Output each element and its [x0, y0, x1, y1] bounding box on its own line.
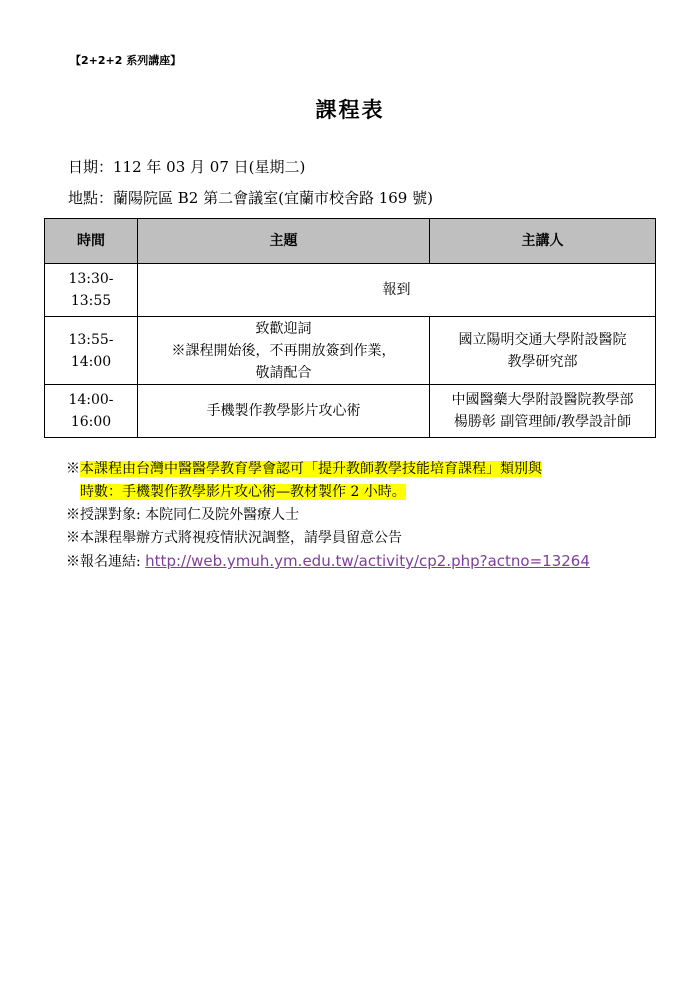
- header-time: 時間: [45, 219, 138, 264]
- topic-cell: 手機製作教學影片攻心術: [138, 385, 430, 438]
- accreditation-note-continued: [66, 481, 666, 504]
- time-cell: 13:30-13:55: [45, 264, 138, 317]
- schedule-table: [44, 218, 656, 438]
- topic-line: ※課程開始後，不再開放簽到作業，: [171, 342, 396, 359]
- speaker-line: 楊勝彰 副管理師/教學設計師: [453, 414, 632, 430]
- speaker-cell: [430, 317, 656, 385]
- event-location: 地點：蘭陽院區 B2 第二會議室(宜蘭市校舍路 169 號): [68, 189, 433, 207]
- registration-note: [66, 550, 666, 574]
- event-date: 日期：112 年 03 月 07 日(星期二): [68, 158, 306, 176]
- note-marker: ※: [66, 461, 80, 477]
- notes-section: [66, 458, 666, 574]
- topic-cell: 報到: [138, 264, 656, 317]
- header-speaker: 主講人: [430, 219, 656, 264]
- header-topic: 主題: [138, 219, 430, 264]
- topic-line: 致歡迎詞: [255, 320, 312, 337]
- accreditation-line: 時數：手機製作教學影片攻心術—教材製作 2 小時。: [80, 484, 406, 500]
- page-title: 課程表: [315, 97, 385, 122]
- topic-line: 敬請配合: [255, 364, 312, 381]
- speaker-line: 中國醫藥大學附設醫院教學部: [451, 392, 634, 408]
- speaker-line: 教學研究部: [507, 353, 578, 370]
- speaker-cell: [430, 385, 656, 438]
- table-row: [45, 264, 656, 317]
- registration-link[interactable]: http://web.ymuh.ym.edu.tw/activity/cp2.php?actno=13264: [145, 552, 590, 570]
- table-header-row: [45, 219, 656, 264]
- accreditation-line: 本課程由台灣中醫醫學教育學會認可「提升教師教學技能培育課程」類別與: [80, 461, 542, 477]
- table-row: [45, 317, 656, 385]
- time-cell: 14:00-16:00: [45, 385, 138, 438]
- audience-note: ※授課對象: 本院同仁及院外醫療人士: [66, 507, 300, 523]
- accreditation-note: [66, 458, 666, 481]
- topic-cell: [138, 317, 430, 385]
- time-cell: 13:55-14:00: [45, 317, 138, 385]
- adjustment-note: ※本課程舉辦方式將視疫情狀況調整，請學員留意公告: [66, 530, 402, 546]
- series-tag: 【2+2+2 系列講座】: [70, 54, 182, 67]
- registration-label: ※報名連結:: [66, 554, 146, 570]
- speaker-line: 國立陽明交通大學附設醫院: [458, 331, 627, 348]
- table-row: [45, 385, 656, 438]
